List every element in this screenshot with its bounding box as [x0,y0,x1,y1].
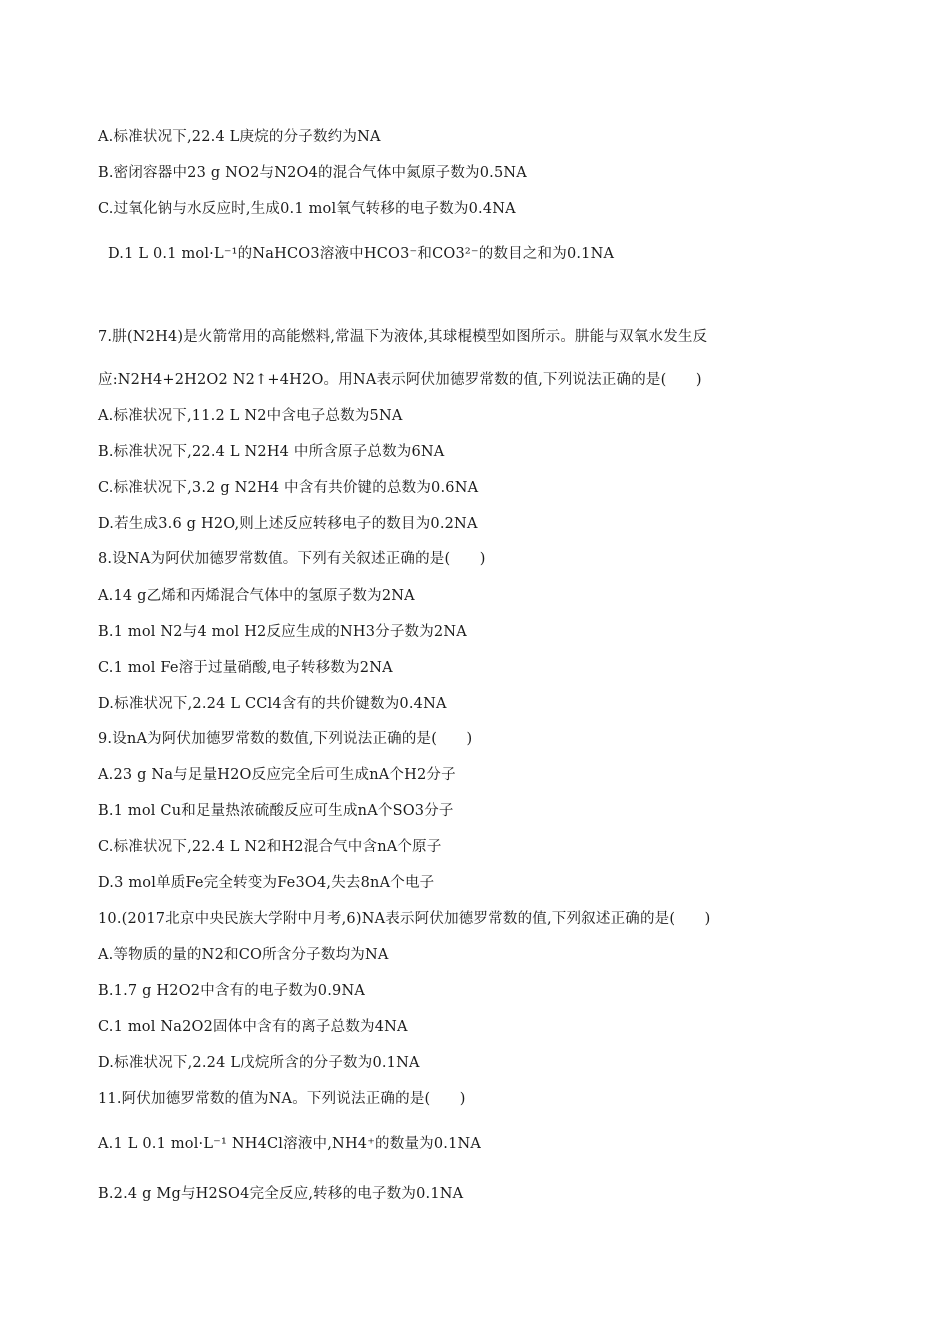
text-line: A.标准状况下,22.4 L庚烷的分子数约为NA [98,129,381,145]
text-line: A.等物质的量的N2和CO所含分子数均为NA [98,947,389,963]
text-line: A.14 g乙烯和丙烯混合气体中的氢原子数为2NA [98,588,415,604]
text-line: B.1 mol N2与4 mol H2反应生成的NH3分子数为2NA [98,624,467,640]
text-line: D.标准状况下,2.24 L CCl4含有的共价键数为0.4NA [98,696,447,712]
text-line: D.1 L 0.1 mol·L⁻¹的NaHCO3溶液中HCO3⁻和CO3²⁻的数目之和为0.1NA [108,246,615,262]
text-line: C.过氧化钠与水反应时,生成0.1 mol氧气转移的电子数为0.4NA [98,201,516,217]
text-line: 7.肼(N2H4)是火箭常用的高能燃料,常温下为液体,其球棍模型如图所示。肼能与双氧水发生反 [98,329,708,345]
text-line: C.标准状况下,3.2 g N2H4 中含有共价键的总数为0.6NA [98,480,479,496]
text-line: C.1 mol Fe溶于过量硝酸,电子转移数为2NA [98,660,393,676]
text-line: B.密闭容器中23 g NO2与N2O4的混合气体中氮原子数为0.5NA [98,165,527,181]
text-line: 8.设NA为阿伏加德罗常数值。下列有关叙述正确的是( ) [98,551,486,567]
text-line: B.1.7 g H2O2中含有的电子数为0.9NA [98,983,366,999]
text-line: C.1 mol Na2O2固体中含有的离子总数为4NA [98,1019,408,1035]
text-line: 10.(2017北京中央民族大学附中月考,6)NA表示阿伏加德罗常数的值,下列叙述正确的是( ) [98,911,711,927]
text-line: D.若生成3.6 g H2O,则上述反应转移电子的数目为0.2NA [98,516,478,532]
text-line: 应:N2H4+2H2O2 N2↑+4H2O。用NA表示阿伏加德罗常数的值,下列说法正确的是( ) [98,372,702,388]
text-line: D.3 mol单质Fe完全转变为Fe3O4,失去8nA个电子 [98,875,435,891]
text-line: B.1 mol Cu和足量热浓硫酸反应可生成nA个SO3分子 [98,803,454,819]
text-line: A.1 L 0.1 mol·L⁻¹ NH4Cl溶液中,NH4⁺的数量为0.1NA [98,1136,482,1152]
text-line: 9.设nA为阿伏加德罗常数的数值,下列说法正确的是( ) [98,731,473,747]
text-line: 11.阿伏加德罗常数的值为NA。下列说法正确的是( ) [98,1091,466,1107]
text-line: B.2.4 g Mg与H2SO4完全反应,转移的电子数为0.1NA [98,1186,464,1202]
text-line: A.23 g Na与足量H2O反应完全后可生成nA个H2分子 [98,767,456,783]
text-line: C.标准状况下,22.4 L N2和H2混合气中含nA个原子 [98,839,442,855]
text-line: B.标准状况下,22.4 L N2H4 中所含原子总数为6NA [98,444,445,460]
text-line: D.标准状况下,2.24 L戊烷所含的分子数为0.1NA [98,1055,420,1071]
text-line: A.标准状况下,11.2 L N2中含电子总数为5NA [98,408,403,424]
